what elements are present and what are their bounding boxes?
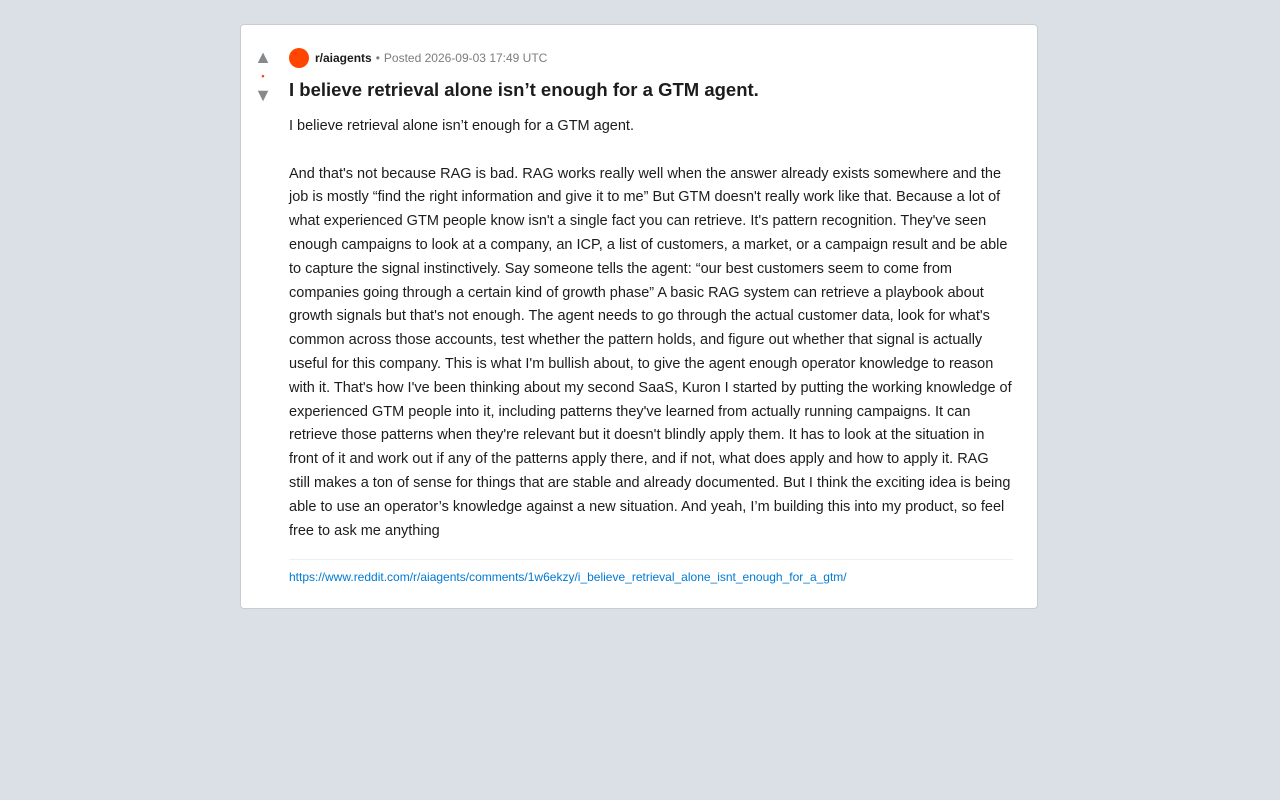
- downvote-icon[interactable]: ▼: [254, 85, 272, 105]
- post-paragraph: And that's not because RAG is bad. RAG works really well when the answer already exists somewhere and the job is mostly “find the right information and give it to me” But GTM doesn't really work like that. Because a lot of what experienced GTM people know isn't a single fact you can retrieve. It's pattern recognition. They've seen enough campaigns to look at a company, an ICP, a list of customers, a market, or a campaign result and be able to capture the signal instinctively. Say someone tells the agent: “our best customers seem to come from companies going through a certain kind of growth phase” A basic RAG system can retrieve a playbook about growth signals but that's not enough. The agent needs to go through the actual customer data, look for what's common across those accounts, test whether the pattern holds, and figure out whether that signal is actually useful for this company. This is what I'm bullish about, to give the agent enough operator knowledge to reason with it. That's how I've been thinking about my second SaaS, Kuron I started by putting the working knowledge of experienced GTM people into it, including patterns they've learned from actually running campaigns. It can retrieve those patterns when they're relevant but it doesn't blindly apply them. It has to look at the situation in front of it and work out if any of the patterns apply there, and if not, what does apply and how to apply it. RAG still makes a ton of sense for things that are stable and already documented. But I think the exciting idea is being able to use an operator’s knowledge against a new situation. And yeah, I’m building this into my product, so feel free to ask me anything: [289, 165, 1012, 539]
- vote-column: [241, 47, 285, 105]
- subreddit-name[interactable]: r/aiagents: [315, 51, 372, 65]
- post-body: [289, 115, 1013, 543]
- upvote-icon[interactable]: ▲: [254, 47, 272, 67]
- divider: [289, 559, 1013, 560]
- post-title[interactable]: I believe retrieval alone isn’t enough for a GTM agent.: [289, 79, 759, 100]
- vote-score: •: [261, 71, 265, 81]
- post-content: [289, 47, 1013, 586]
- post-meta: [289, 47, 1013, 69]
- post-timestamp: Posted 2026-09-03 17:49 UTC: [383, 51, 548, 65]
- post-card: [240, 24, 1038, 609]
- post-permalink[interactable]: https://www.reddit.com/r/aiagents/comments/1w6ekzy/i_believe_retrieval_alone_isnt_enough_for_a_gtm/: [289, 570, 847, 585]
- meta-separator: •: [375, 51, 380, 65]
- subreddit-avatar-icon[interactable]: [289, 48, 309, 68]
- post-paragraph: I believe retrieval alone isn’t enough for a GTM agent.: [289, 118, 634, 134]
